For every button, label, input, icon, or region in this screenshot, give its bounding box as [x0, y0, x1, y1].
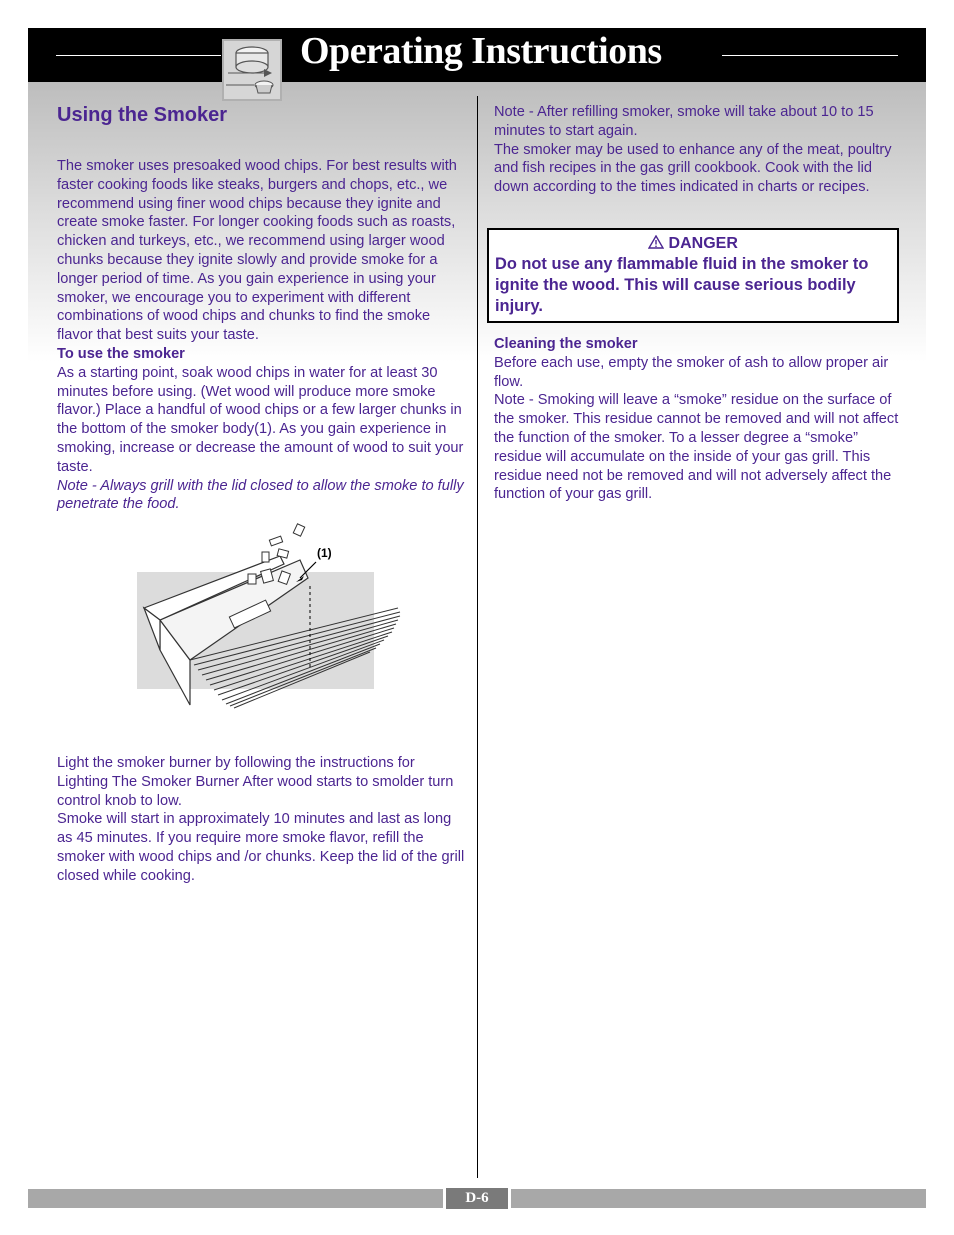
use-smoker-heading: To use the smoker [57, 345, 185, 362]
danger-label: DANGER [668, 235, 738, 252]
cleaning-heading: Cleaning the smoker [494, 336, 638, 352]
footer-bar-left [28, 1189, 443, 1208]
light-burner-paragraph: Light the smoker burner by following the instructions for Lighting The Smoker Burner After wood starts to smolder turn control knob to low. [57, 755, 454, 809]
enhance-paragraph: The smoker may be used to enhance any of the meat, poultry and fish recipes in the gas grill cookbook. Cook with the lid down according to the times indicated in charts or recipes. [494, 141, 892, 196]
page-header [28, 28, 926, 82]
use-smoker-paragraph: As a starting point, soak wood chips in water for at least 30 minutes before using. (Wet wood will produce more smoke flavor.) Place a handful of wood chips or a few larger chunks in the bottom of the smoker body(1). As you gain experience in smoking, increase or decrease the amount of wood to suit your taste. [57, 364, 464, 475]
smoke-duration-paragraph: Smoke will start in approximately 10 minutes and last as long as 45 minutes. If you require more smoke flavor, refill the smoker with wood chips and /or chunks. Keep the lid of the grill closed while cooking. [57, 811, 465, 884]
column-divider [477, 96, 478, 1178]
lid-note: Note - Always grill with the lid closed to allow the smoke to fully penetrate the food. [57, 477, 464, 513]
right-upper-text [494, 103, 904, 197]
header-rule-right [722, 55, 898, 56]
intro-paragraph: The smoker uses presoaked wood chips. For best results with faster cooking foods like steaks, burgers and chops, etc., we recommend using finer wood chips because they ignite and create smoke faster. For longer cooking foods such as roasts, chicken and turkeys, etc., we recommend using larger wood chunks because they ignite slowly and provide smoke for a longer period of time. As you gain experience in using your smoker, we encourage you to experiment with different combinations of wood chips and chunks to find the smoke flavor that best suits your taste. [57, 158, 457, 344]
header-rule-left [56, 55, 221, 56]
residue-note: Note - Smoking will leave a “smoke” residue on the surface of the smoker. This residue cannot be removed and will not affect the function of the smoker. To a lesser degree a “smoke” residue will accumulate on the inside of your gas grill. This residue need not be removed and will not adversely affect the function of your gas grill. [494, 392, 899, 503]
smoker-burner-icon [222, 39, 282, 101]
smoker-illustration [130, 520, 410, 710]
cleaning-section [494, 335, 904, 504]
left-column-text [57, 157, 467, 514]
left-lower-text [57, 754, 467, 886]
cleaning-paragraph: Before each use, empty the smoker of ash to allow proper air flow. [494, 354, 889, 390]
danger-heading [495, 234, 891, 254]
refill-note: Note - After refilling smoker, smoke will take about 10 to 15 minutes to start again. [494, 104, 874, 139]
section-title: Using the Smoker [57, 104, 228, 126]
footer-bar-right [511, 1189, 926, 1208]
figure-callout-label: (1) [317, 546, 332, 560]
warning-triangle-icon [648, 235, 664, 249]
page-title: Operating Instructions [300, 30, 662, 72]
danger-box [487, 228, 899, 323]
danger-text: Do not use any flammable fluid in the smoker to ignite the wood. This will cause serious bodily injury. [495, 255, 869, 315]
page-number: D-6 [446, 1188, 508, 1209]
